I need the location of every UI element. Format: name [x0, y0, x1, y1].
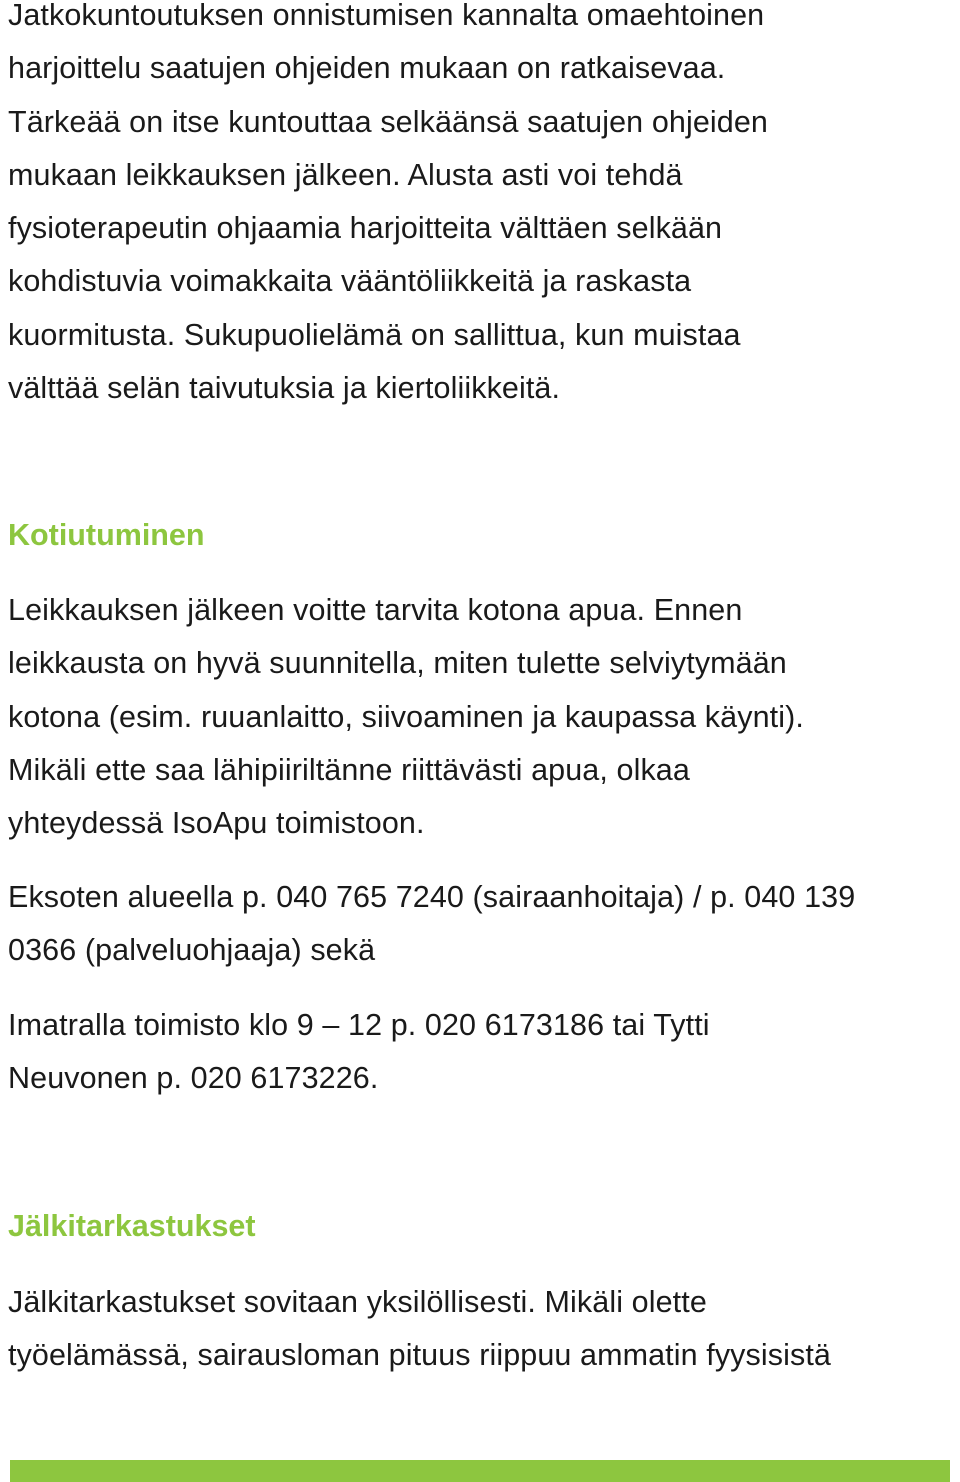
- footer-accent-bar: [10, 1460, 950, 1482]
- imatra-contact-paragraph: Imatralla toimisto klo 9 – 12 p. 020 6173186 tai Tytti Neuvonen p. 020 6173226.: [8, 1008, 710, 1096]
- discharge-paragraph: Leikkauksen jälkeen voitte tarvita kotona apua. Ennen leikkausta on hyvä suunnitella, miten tulette selviytymään kotona (esim. ruuanlaitto, siivoaminen ja kaupassa käynti). Mikäli ette saa lähipiiriltänne riittävästi apua, olkaa yhteydessä IsoApu toimistoon.: [8, 593, 804, 841]
- eksote-contact-paragraph: Eksoten alueella p. 040 765 7240 (sairaanhoitaja) / p. 040 139 0366 (palveluohjaaja) sekä: [8, 880, 856, 968]
- heading-discharge: Kotiutuminen: [8, 518, 205, 552]
- followups-paragraph: Jälkitarkastukset sovitaan yksilöllisesti. Mikäli olette työelämässä, sairausloman pituus riippuu ammatin fyysisistä: [8, 1285, 831, 1373]
- rehabilitation-paragraph: Jatkokuntoutuksen onnistumisen kannalta omaehtoinen harjoittelu saatujen ohjeiden mukaan on ratkaisevaa. Tärkeää on itse kuntouttaa selkäänsä saatujen ohjeiden mukaan leikkauksen jälkeen. Alusta asti voi tehdä fysioterapeutin ohjaamia harjoitteita välttäen selkään kohdistuvia voimakkaita vääntöliikkeitä ja raskasta kuormitusta. Sukupuolielämä on sallittua, kun muistaa välttää selän taivutuksia ja kiertoliikkeitä.: [8, 0, 768, 406]
- heading-followups: Jälkitarkastukset: [8, 1209, 256, 1243]
